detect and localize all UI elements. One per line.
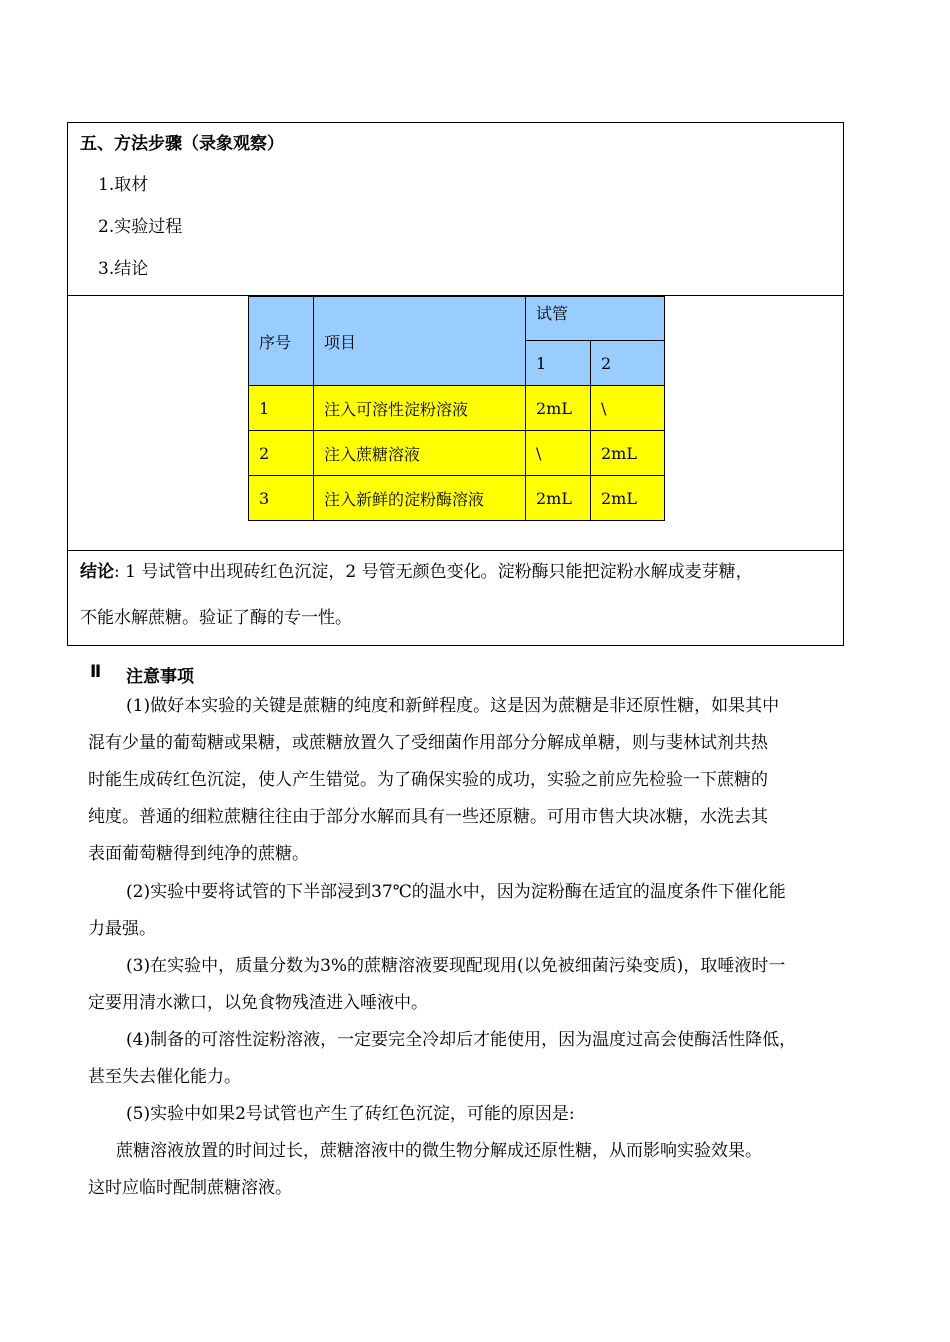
row-index: 3 [249, 476, 314, 521]
note-paragraph-1 [88, 688, 878, 873]
note-paragraph-2 [88, 874, 878, 948]
experiment-table [248, 296, 665, 521]
conclusion-line-1 [80, 557, 753, 582]
experiment-table-container [67, 295, 844, 551]
row-tube-1: \ [526, 431, 591, 476]
note-paragraph-4 [88, 1022, 878, 1096]
text-line: 时能生成砖红色沉淀，使人产生错觉。为了确保实验的成功，实验之前应先检验一下蔗糖的 [88, 770, 768, 790]
row-item: 注入可溶性淀粉溶液 [314, 386, 526, 431]
note-paragraph-6 [88, 1133, 878, 1207]
note-paragraph-5 [88, 1096, 878, 1133]
conclusion-line-2: 不能水解蔗糖。验证了酶的专一性。 [80, 608, 352, 628]
row-index: 1 [249, 386, 314, 431]
row-tube-2: 2mL [591, 476, 665, 521]
step-item: 1.取材 [98, 175, 149, 195]
text-line: 纯度。普通的细粒蔗糖往往由于部分水解而具有一些还原糖。可用市售大块冰糖，水洗去其 [88, 807, 768, 827]
header-tube: 试管 [526, 297, 665, 341]
text-line: (3)在实验中，质量分数为3%的蔗糖溶液要现配现用(以免被细菌污染变质)，取唾液时一 [126, 956, 786, 976]
conclusion-section [67, 550, 844, 646]
text-line: (1)做好本实验的关键是蔗糖的纯度和新鲜程度。这是因为蔗糖是非还原性糖，如果其中 [126, 696, 780, 716]
method-steps-section [67, 122, 844, 296]
section-title: 五、方法步骤（录象观察） [80, 134, 284, 154]
text-line: 定要用清水漱口，以免食物残渣进入唾液中。 [88, 993, 428, 1013]
step-item: 2.实验过程 [98, 217, 183, 237]
note-paragraph-3 [88, 948, 878, 1022]
row-tube-2: 2mL [591, 431, 665, 476]
text-line: (4)制备的可溶性淀粉溶液，一定要完全冷却后才能使用，因为温度过高会使酶活性降低， [126, 1030, 797, 1050]
text-line: 力最强。 [88, 919, 156, 939]
row-tube-1: 2mL [526, 386, 591, 431]
notes-heading: 注意事项 [126, 667, 194, 687]
text-line: 甚至失去催化能力。 [88, 1067, 241, 1087]
table-row [249, 476, 665, 521]
text-line: 表面葡萄糖得到纯净的蔗糖。 [88, 844, 309, 864]
header-tube-2: 2 [591, 341, 665, 386]
row-item: 注入新鲜的淀粉酶溶液 [314, 476, 526, 521]
table-row [249, 386, 665, 431]
notes-heading-number: Ⅱ [90, 662, 102, 682]
table-row [249, 431, 665, 476]
header-item: 项目 [314, 297, 526, 386]
step-item: 3.结论 [98, 259, 149, 279]
conclusion-label: 结论 [80, 562, 114, 582]
conclusion-text: : 1 号试管中出现砖红色沉淀，2 号管无颜色变化。淀粉酶只能把淀粉水解成麦芽糖， [114, 562, 753, 582]
text-line: 混有少量的葡萄糖或果糖，或蔗糖放置久了受细菌作用部分分解成单糖，则与斐林试剂共热 [88, 733, 768, 753]
text-line: 这时应临时配制蔗糖溶液。 [88, 1178, 292, 1198]
header-index: 序号 [249, 297, 314, 386]
row-index: 2 [249, 431, 314, 476]
header-tube-1: 1 [526, 341, 591, 386]
row-item: 注入蔗糖溶液 [314, 431, 526, 476]
text-line: (2)实验中要将试管的下半部浸到37℃的温水中，因为淀粉酶在适宜的温度条件下催化能 [126, 882, 786, 902]
row-tube-1: 2mL [526, 476, 591, 521]
text-line: (5)实验中如果2号试管也产生了砖红色沉淀，可能的原因是: [126, 1104, 575, 1124]
text-line: 蔗糖溶液放置的时间过长，蔗糖溶液中的微生物分解成还原性糖，从而影响实验效果。 [116, 1141, 762, 1161]
row-tube-2: \ [591, 386, 665, 431]
